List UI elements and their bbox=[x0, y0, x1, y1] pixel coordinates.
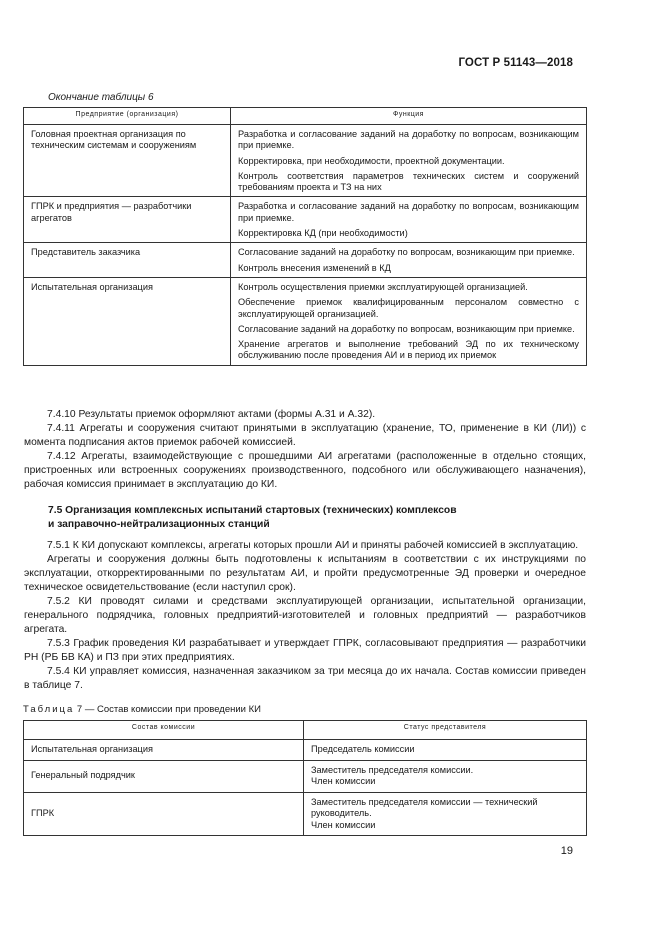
heading-line: 7.5 Организация комплексных испытаний стартовых (технических) комплексов bbox=[48, 505, 457, 516]
table7-header-member: Состав комиссии bbox=[24, 721, 304, 740]
function-item: Согласование заданий на доработку по вопросам, возникающим при приемке. bbox=[238, 247, 575, 258]
table-row bbox=[24, 243, 587, 278]
page-number: 19 bbox=[560, 845, 573, 857]
table7-caption-label: Таблица bbox=[23, 704, 75, 715]
table7-header-status: Статус представителя bbox=[304, 721, 587, 740]
paragraph: 7.4.12 Агрегаты, взаимодействующие с прошедшими АИ агрегатами (расположенные в отдельно стоящих, пристроенных или встроенных сооружениях производственного, подсобного или обслуживающего назначения), рабочая комиссия принимает в эксплуатацию до КИ. bbox=[24, 451, 586, 490]
function-item: Корректировка КД (при необходимости) bbox=[238, 228, 408, 239]
table6-org-cell: Представитель заказчика bbox=[24, 243, 231, 278]
status-line: Член комиссии bbox=[311, 776, 376, 786]
standard-number: ГОСТ Р 51143—2018 bbox=[458, 57, 573, 69]
table6-org-cell: ГПРК и предприятия — разработчики агрегатов bbox=[24, 197, 231, 243]
table-6 bbox=[23, 107, 587, 366]
function-item: Разработка и согласование заданий на доработку по вопросам, возникающим при приемке. bbox=[238, 129, 579, 151]
function-item: Согласование заданий на доработку по вопросам, возникающим при приемке. bbox=[238, 323, 575, 334]
table7-caption bbox=[23, 704, 261, 715]
table6-header-function: Функция bbox=[231, 108, 587, 125]
function-item: Контроль внесения изменений в КД bbox=[238, 262, 391, 273]
table7-member-cell: Испытательная организация bbox=[24, 740, 304, 761]
paragraphs-7-4 bbox=[24, 408, 586, 492]
heading-line: и заправочно-нейтрализационных станций bbox=[48, 519, 270, 530]
table-row bbox=[24, 792, 587, 836]
table-row bbox=[24, 125, 587, 197]
paragraph: Агрегаты и сооружения должны быть подготовлены к испытаниям в соответствии с их инструкциями по эксплуатации, откорректированными по результатам АИ, и пройти предусмотренные ЭД проверки и очередное техническое освидетельствование (если наступил срок). bbox=[24, 554, 586, 593]
paragraph: 7.5.3 График проведения КИ разрабатывает и утверждает ГПРК, согласовывают предприятия — разработчики РН (РБ БВ КА) и ПЗ при этих предприятиях. bbox=[24, 638, 586, 663]
table7-caption-text: 7 — Состав комиссии при проведении КИ bbox=[76, 704, 261, 715]
function-item: Разработка и согласование заданий на доработку по вопросам, возникающим при приемке. bbox=[238, 201, 579, 223]
table7-header-row bbox=[24, 721, 587, 740]
table6-org-cell: Головная проектная организация по техническим системам и сооружениям bbox=[24, 125, 231, 197]
paragraphs-7-5 bbox=[24, 539, 586, 693]
section-heading-7-5 bbox=[48, 504, 588, 532]
table-row bbox=[24, 760, 587, 792]
paragraph: 7.5.2 КИ проводят силами и средствами эксплуатирующей организации, испытательной организации, генерального подрядчика, головных предприятий-изготовителей и головных предприятий — разработчиков агрегата. bbox=[24, 596, 586, 635]
function-item: Корректировка, при необходимости, проектной документации. bbox=[238, 155, 505, 166]
table-row bbox=[24, 197, 587, 243]
table7-member-cell: ГПРК bbox=[24, 792, 304, 836]
paragraph: 7.5.4 КИ управляет комиссия, назначенная заказчиком за три месяца до их начала. Состав комиссии приведен в таблице 7. bbox=[24, 666, 586, 691]
table7-status-cell bbox=[304, 760, 587, 792]
table6-function-cell bbox=[231, 197, 587, 243]
table6-org-cell: Испытательная организация bbox=[24, 277, 231, 365]
status-line: Заместитель председателя комиссии — технический руководитель. bbox=[311, 796, 538, 818]
table6-function-cell bbox=[231, 125, 587, 197]
table7-member-cell: Генеральный подрядчик bbox=[24, 760, 304, 792]
function-item: Хранение агрегатов и выполнение требований ЭД по их техническому обслуживанию после проведения АИ и в период их приемок bbox=[238, 339, 579, 361]
function-item: Контроль соответствия параметров технических систем и сооружений требованиям проекта и ТЗ на них bbox=[238, 170, 579, 193]
table6-header-org: Предприятие (организация) bbox=[24, 108, 231, 125]
paragraph: 7.5.1 К КИ допускают комплексы, агрегаты которых прошли АИ и приняты рабочей комиссией в эксплуатацию. bbox=[47, 540, 579, 551]
status-line: Заместитель председателя комиссии. bbox=[311, 764, 474, 775]
table6-function-cell bbox=[231, 277, 587, 365]
table-row bbox=[24, 740, 587, 761]
table6-function-cell bbox=[231, 243, 587, 278]
paragraph: 7.4.10 Результаты приемок оформляют актами (формы А.31 и А.32). bbox=[47, 409, 376, 420]
table6-header-row bbox=[24, 108, 587, 125]
table-row bbox=[24, 277, 587, 365]
status-line: Член комиссии bbox=[311, 819, 376, 830]
function-item: Обеспечение приемок квалифицированным персоналом совместно с эксплуатирующей организацией. bbox=[238, 297, 579, 319]
status-line: Председатель комиссии bbox=[311, 744, 415, 754]
table7-status-cell bbox=[304, 740, 587, 761]
paragraph: 7.4.11 Агрегаты и сооружения считают принятыми в эксплуатацию (хранение, ТО, применение в КИ (ЛИ)) с момента подписания актов приемок рабочей комиссией. bbox=[24, 423, 586, 448]
table-7 bbox=[23, 720, 587, 836]
table6-caption: Окончание таблицы 6 bbox=[48, 92, 154, 103]
table7-status-cell bbox=[304, 792, 587, 836]
function-item: Контроль осуществления приемки эксплуатирующей организацией. bbox=[238, 281, 528, 292]
